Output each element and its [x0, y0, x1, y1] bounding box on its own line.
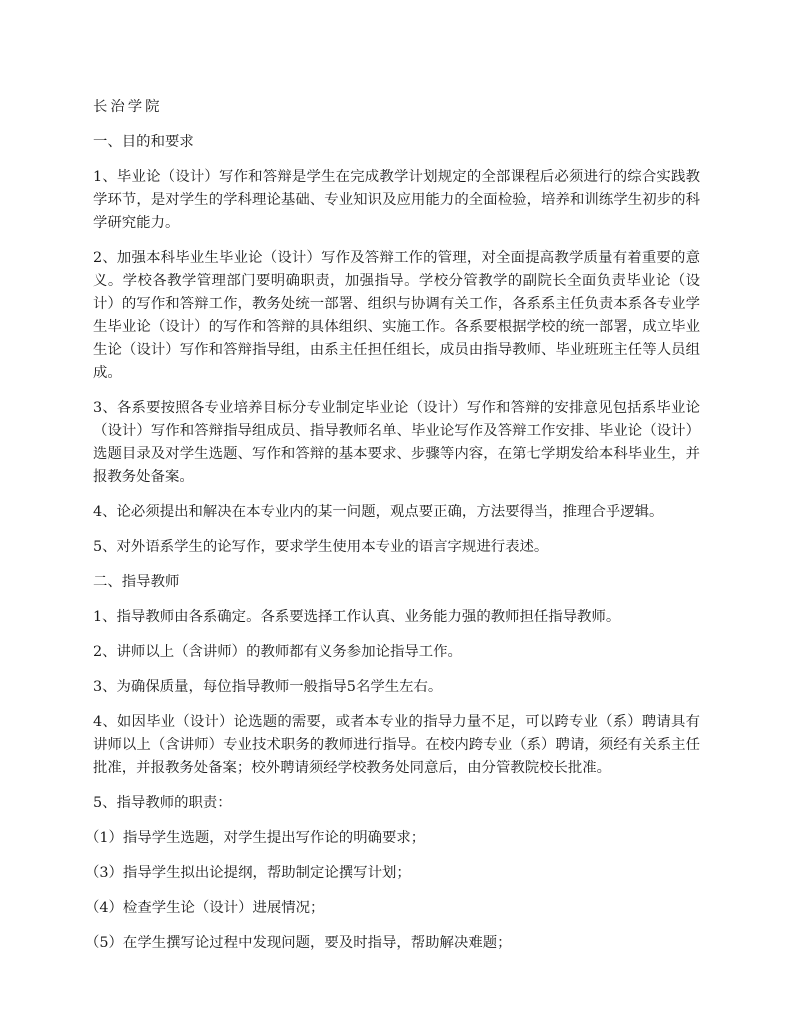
advisors-paragraph-3: 3、为确保质量，每位指导教师一般指导5名学生左右。: [93, 679, 443, 695]
goals-paragraph-1: 1、毕业论（设计）写作和答辩是学生在完成教学计划规定的全部课程后必须进行的综合实践教学环节，是对学生的学科理论基础、专业知识及应用能力的全面检验，培养和训练学生初步的科学研究能力。: [93, 169, 700, 231]
advisor-duty-item-1: （1）指导学生选题，对学生提出写作论的明确要求；: [85, 830, 426, 846]
document-title: 长治学院: [93, 99, 163, 115]
goals-paragraph-4: 4、论必须提出和解决在本专业内的某一问题，观点要正确，方法要得当，推理合乎逻辑。: [93, 504, 664, 520]
advisors-paragraph-5: 5、指导教师的职责：: [93, 795, 232, 811]
advisor-duty-item-5: （5）在学生撰写论过程中发现问题，要及时指导，帮助解决难题；: [85, 935, 512, 951]
advisors-paragraph-1: 1、指导教师由各系确定。各系要选择工作认真、业务能力强的教师担任指导教师。: [93, 609, 621, 625]
goals-paragraph-2: 2、加强本科毕业生毕业论（设计）写作及答辩工作的管理，对全面提高教学质量有着重要的意义。学校各教学管理部门要明确职责，加强指导。学校分管教学的副院长全面负责毕业论（设计）的写作和答辩工作，教务处统一部署、组织与协调有关工作，各系系主任负责本系各专业学生毕业论（设计）的写作和答辩的具体组织、实施工作。各系要根据学校的统一部署，成立毕业生论（设计）写作和答辩指导组，由系主任担任组长，成员由指导教师、毕业班班主任等人员组成。: [93, 250, 700, 381]
advisor-duty-item-4: （4）检查学生论（设计）进展情况；: [85, 900, 325, 916]
section-heading-goals: 一、目的和要求: [93, 134, 194, 150]
goals-paragraph-5: 5、对外语系学生的论写作，要求学生使用本专业的语言字规进行表述。: [93, 539, 549, 555]
section-heading-advisors: 二、指导教师: [93, 574, 180, 590]
advisors-paragraph-2: 2、讲师以上（含讲师）的教师都有义务参加论指导工作。: [93, 644, 462, 660]
advisors-paragraph-4: 4、如因毕业（设计）论选题的需要，或者本专业的指导力量不足，可以跨专业（系）聘请具有讲师以上（含讲师）专业技术职务的教师进行指导。在校内跨专业（系）聘请，须经有关系主任批准，并报教务处备案；校外聘请须经学校教务处同意后，由分管教院校长批准。: [93, 714, 700, 776]
advisor-duty-item-3: （3）指导学生拟出论提纲，帮助制定论撰写计划；: [85, 865, 411, 881]
goals-paragraph-3: 3、各系要按照各专业培养目标分专业制定毕业论（设计）写作和答辩的安排意见包括系毕业论（设计）写作和答辩指导组成员、指导教师名单、毕业论写作及答辩工作安排、毕业论（设计）选题目录及对学生选题、写作和答辩的基本要求、步骤等内容，在第七学期发给本科毕业生，并报教务处备案。: [93, 400, 700, 485]
